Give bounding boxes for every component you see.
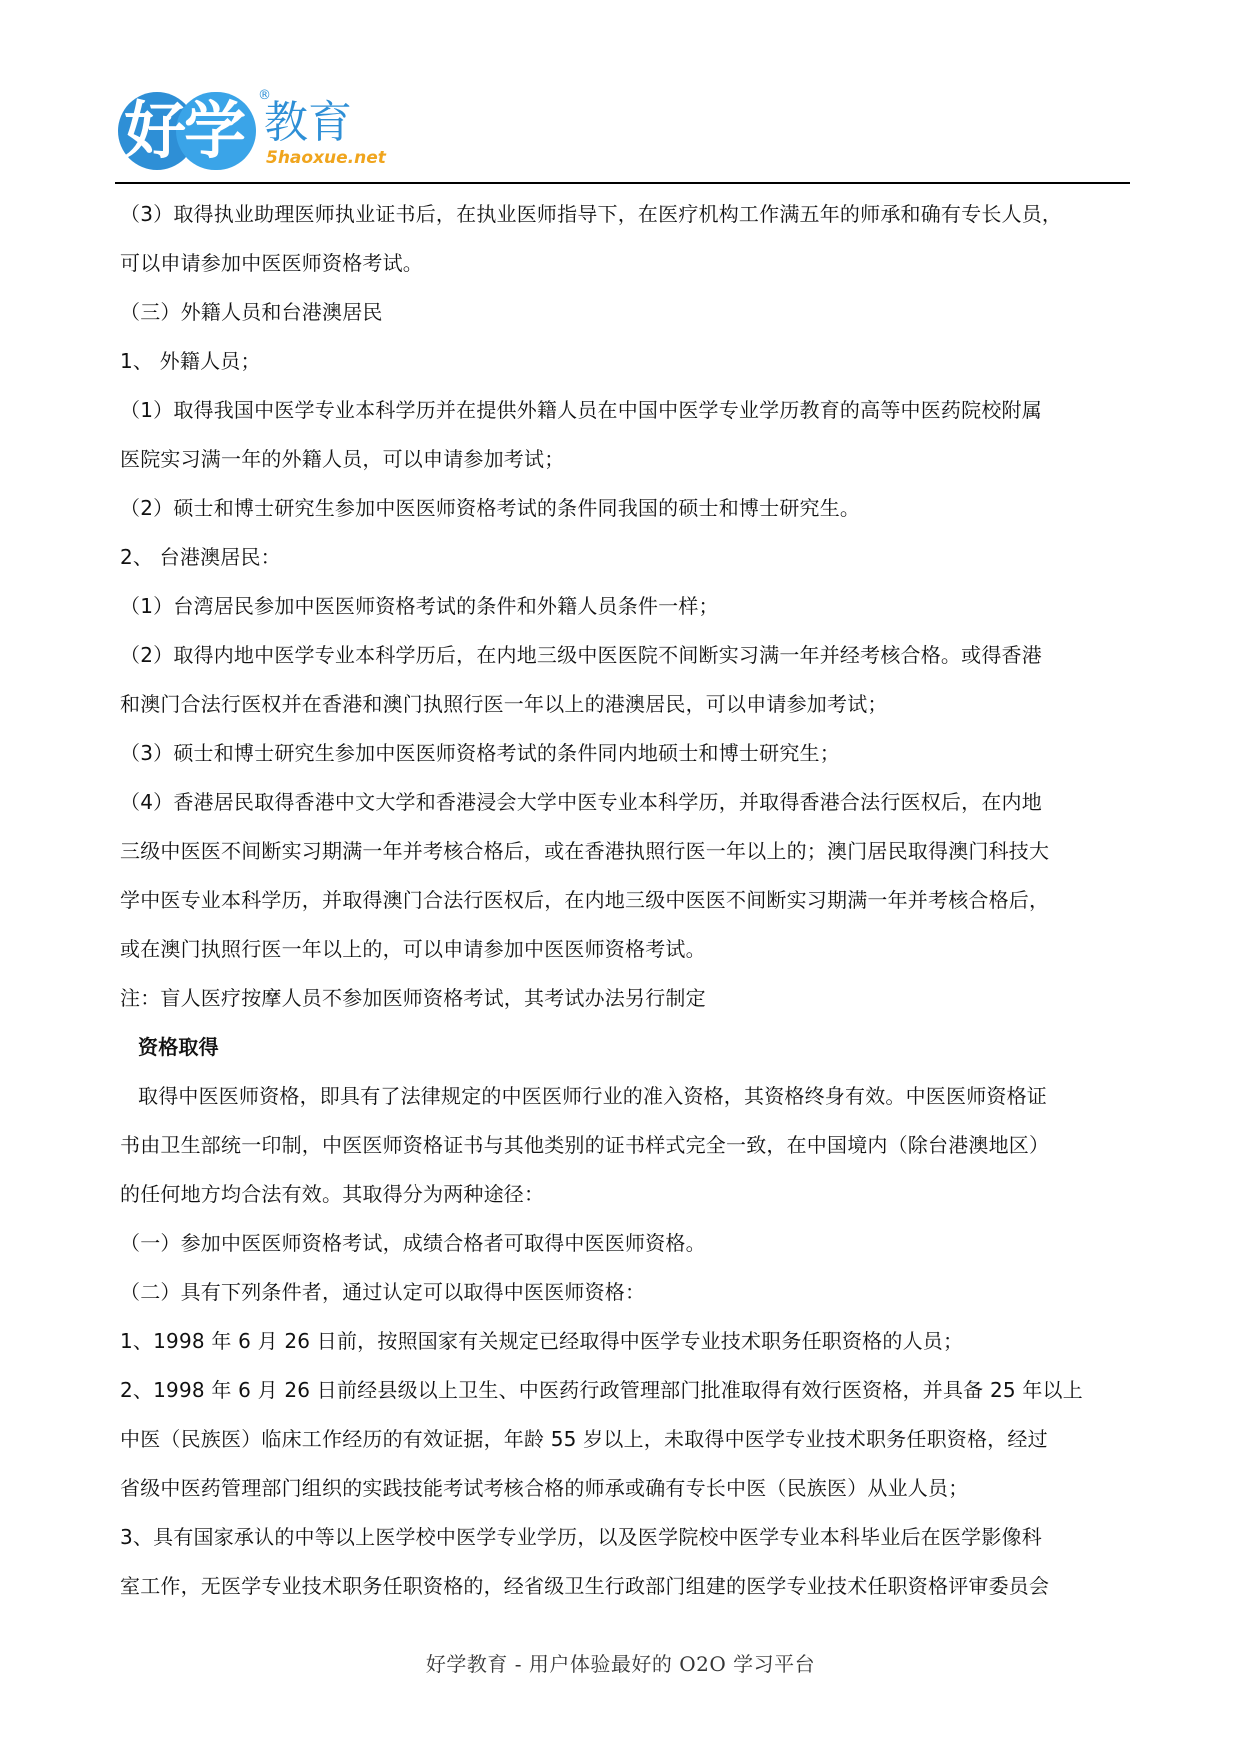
- body-line: （3）硕士和博士研究生参加中医医师资格考试的条件同内地硕士和博士研究生；: [120, 741, 840, 765]
- document-body: [120, 191, 1130, 1612]
- body-line: （4）香港居民取得香港中文大学和香港浸会大学中医专业本科学历，并取得香港合法行医权后，在内地: [120, 790, 1042, 814]
- body-line: 和澳门合法行医权并在香港和澳门执照行医一年以上的港澳居民，可以申请参加考试；: [120, 692, 888, 716]
- logo-char-hao: 好: [124, 94, 187, 167]
- logo-char-xue: 学: [184, 94, 247, 167]
- logo-word-jiaoyu: 教育: [264, 97, 352, 148]
- body-line: （二）具有下列条件者，通过认定可以取得中医医师资格：: [120, 1280, 646, 1304]
- body-line: （2）硕士和博士研究生参加中医医师资格考试的条件同我国的硕士和博士研究生。: [120, 496, 861, 520]
- body-line: 3、具有国家承认的中等以上医学校中医学专业学历，以及医学院校中医学专业本科毕业后在医学影像科: [120, 1525, 1042, 1549]
- body-line: 学中医专业本科学历，并取得澳门合法行医权后，在内地三级中医医不间断实习期满一年并考核合格后，: [120, 888, 1050, 912]
- body-line: 的任何地方均合法有效。其取得分为两种途径：: [120, 1182, 545, 1206]
- body-line: 医院实习满一年的外籍人员，可以申请参加考试；: [120, 447, 565, 471]
- body-line: 省级中医药管理部门组织的实践技能考试考核合格的师承或确有专长中医（民族医）从业人员；: [120, 1476, 969, 1500]
- page-footer: 好学教育 - 用户体验最好的 O2O 学习平台: [425, 1652, 816, 1676]
- body-line: 1、1998 年 6 月 26 日前，按照国家有关规定已经取得中医学专业技术职务任职资格的人员；: [120, 1329, 964, 1353]
- body-line: 中医（民族医）临床工作经历的有效证据，年龄 55 岁以上，未取得中医学专业技术职务任职资格，经过: [120, 1427, 1048, 1451]
- body-line: （2）取得内地中医学专业本科学历后，在内地三级中医医院不间断实习满一年并经考核合格。或得香港: [120, 643, 1042, 667]
- body-line: 取得中医医师资格，即具有了法律规定的中医医师行业的准入资格，其资格终身有效。中医医师资格证: [138, 1084, 1047, 1108]
- body-line: （1）取得我国中医学专业本科学历并在提供外籍人员在中国中医学专业学历教育的高等中医药院校附属: [120, 398, 1042, 422]
- body-line: 2、1998 年 6 月 26 日前经县级以上卫生、中医药行政管理部门批准取得有效行医资格，并具备 25 年以上: [120, 1378, 1083, 1402]
- body-line: （3）取得执业助理医师执业证书后，在执业医师指导下，在医疗机构工作满五年的师承和确有专长人员，: [120, 202, 1063, 226]
- body-line: 书由卫生部统一印制，中医医师资格证书与其他类别的证书样式完全一致，在中国境内（除台港澳地区）: [120, 1133, 1050, 1157]
- body-line: 1、 外籍人员；: [120, 349, 261, 373]
- body-line: 2、 台港澳居民：: [120, 545, 281, 569]
- body-line: （一）参加中医医师资格考试，成绩合格者可取得中医医师资格。: [120, 1231, 706, 1255]
- body-line: 三级中医医不间断实习期满一年并考核合格后，或在香港执照行医一年以上的；澳门居民取得澳门科技大: [120, 839, 1050, 863]
- registered-mark: ®: [258, 88, 271, 103]
- qualification-heading: 资格取得: [138, 1035, 219, 1059]
- note-line: 注：盲人医疗按摩人员不参加医师资格考试，其考试办法另行制定: [120, 986, 706, 1010]
- haoxue-logo: [118, 88, 386, 182]
- body-line: （1）台湾居民参加中医医师资格考试的条件和外籍人员条件一样；: [120, 594, 719, 618]
- section-heading: （三）外籍人员和台港澳居民: [120, 300, 383, 324]
- body-line: 可以申请参加中医医师资格考试。: [120, 251, 423, 275]
- body-line: 室工作，无医学专业技术职务任职资格的，经省级卫生行政部门组建的医学专业技术任职资格评审委员会: [120, 1574, 1050, 1598]
- body-line: 或在澳门执照行医一年以上的，可以申请参加中医医师资格考试。: [120, 937, 706, 961]
- logo-domain: 5haoxue.net: [266, 148, 386, 168]
- header-divider: [115, 182, 1130, 184]
